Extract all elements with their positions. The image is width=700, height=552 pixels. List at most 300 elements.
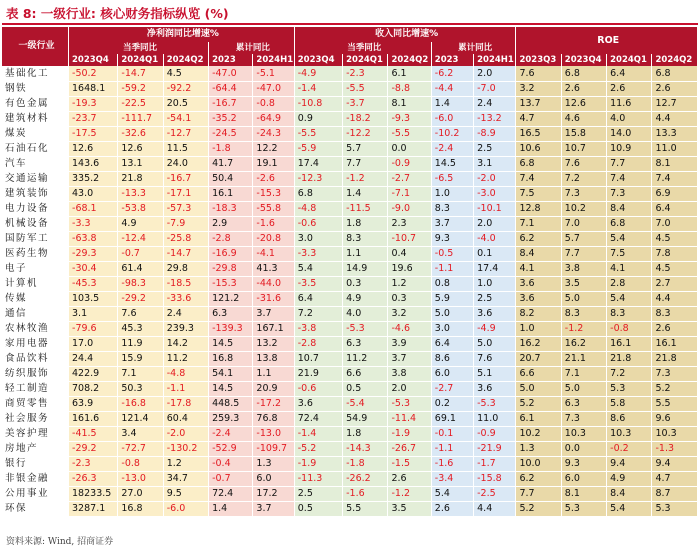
table-cell: -26.3 (69, 471, 118, 486)
table-row (2, 486, 698, 501)
table-cell: 7.6 (474, 351, 516, 366)
table-cell: 7.3 (652, 366, 698, 381)
table-cell: 50.3 (118, 381, 163, 396)
table-cell: -0.6 (294, 381, 342, 396)
table-cell: 708.2 (69, 381, 118, 396)
industry-name: 银行 (2, 456, 69, 471)
table-cell: -2.8 (209, 231, 253, 246)
table-cell: -7.0 (474, 81, 516, 96)
table-cell: -18.2 (343, 111, 388, 126)
table-cell: 2.4 (163, 306, 208, 321)
table-cell: 6.1 (516, 411, 561, 426)
table-cell: 7.1 (118, 366, 163, 381)
period-column-header: 2024Q2 (652, 54, 698, 66)
table-cell: -10.2 (431, 126, 473, 141)
table-cell: 7.0 (652, 216, 698, 231)
table-cell: 5.0 (561, 291, 606, 306)
table-cell: -1.9 (388, 426, 431, 441)
table-cell: 10.6 (516, 141, 561, 156)
table-cell: -54.1 (163, 111, 208, 126)
table-cell: -17.2 (253, 396, 294, 411)
table-cell: -79.6 (69, 321, 118, 336)
industry-name: 机械设备 (2, 216, 69, 231)
table-cell: -11.4 (388, 411, 431, 426)
table-cell: 9.5 (163, 486, 208, 501)
period-column-header: 2023Q4 (294, 54, 342, 66)
table-cell: 7.5 (607, 246, 652, 261)
table-cell: -30.4 (69, 261, 118, 276)
period-column-header: 2023 (209, 54, 253, 66)
period-column-header: 2024Q1 (607, 54, 652, 66)
table-cell: 6.6 (516, 366, 561, 381)
table-cell: -15.8 (474, 471, 516, 486)
table-cell: -15.3 (253, 186, 294, 201)
table-cell: 8.3 (561, 306, 606, 321)
table-cell: 4.0 (607, 111, 652, 126)
table-cell: -3.3 (69, 216, 118, 231)
table-cell: 5.7 (343, 141, 388, 156)
table-cell: 20.7 (516, 351, 561, 366)
table-row (2, 261, 698, 276)
table-cell: 167.1 (253, 321, 294, 336)
table-cell: 1.4 (343, 186, 388, 201)
table-cell: -9.3 (388, 111, 431, 126)
table-cell: 6.3 (209, 306, 253, 321)
table-cell: 7.4 (607, 171, 652, 186)
table-row (2, 126, 698, 141)
table-cell: -0.6 (294, 216, 342, 231)
table-cell: 5.5 (652, 396, 698, 411)
table-cell: 13.3 (652, 126, 698, 141)
table-cell: 17.4 (294, 156, 342, 171)
table-cell: -63.8 (69, 231, 118, 246)
table-cell: -16.7 (209, 96, 253, 111)
roe-group-header: ROE (516, 27, 698, 54)
table-row (2, 456, 698, 471)
table-cell: -31.6 (253, 291, 294, 306)
table-cell: -1.8 (343, 456, 388, 471)
table-cell: 19.6 (388, 261, 431, 276)
table-cell: -1.6 (431, 456, 473, 471)
table-cell: -24.3 (253, 126, 294, 141)
financial-indicators-table (2, 27, 698, 517)
table-cell: 2.7 (652, 276, 698, 291)
table-cell: 5.0 (561, 381, 606, 396)
table-cell: 5.2 (516, 396, 561, 411)
table-cell: -4.9 (474, 321, 516, 336)
table-cell: 4.1 (516, 261, 561, 276)
industry-name: 商贸零售 (2, 396, 69, 411)
table-cell: 335.2 (69, 171, 118, 186)
table-cell: -33.6 (163, 291, 208, 306)
source-note: 资料来源: Wind, 招商证券 (6, 537, 114, 547)
table-row (2, 111, 698, 126)
table-cell: -13.0 (253, 426, 294, 441)
table-cell: 0.0 (561, 441, 606, 456)
table-cell: -47.0 (253, 81, 294, 96)
table-cell: -5.2 (294, 441, 342, 456)
table-cell: 16.8 (209, 351, 253, 366)
table-cell: 12.8 (516, 201, 561, 216)
table-cell: -10.1 (474, 201, 516, 216)
table-cell: -1.3 (652, 441, 698, 456)
table-cell: 8.4 (516, 246, 561, 261)
table-cell: 3.5 (388, 501, 431, 516)
table-cell: 0.5 (343, 381, 388, 396)
table-cell: 239.3 (163, 321, 208, 336)
table-cell: 10.0 (516, 456, 561, 471)
table-cell: 1.0 (516, 321, 561, 336)
table-cell: 43.0 (69, 186, 118, 201)
table-cell: 8.3 (652, 306, 698, 321)
table-cell: -0.8 (253, 96, 294, 111)
table-cell: 3.6 (294, 396, 342, 411)
table-cell: 2.5 (474, 291, 516, 306)
table-cell: -2.3 (69, 456, 118, 471)
table-cell: -109.7 (253, 441, 294, 456)
table-cell: 6.1 (388, 66, 431, 81)
table-cell: 5.3 (652, 501, 698, 516)
table-cell: -52.9 (209, 441, 253, 456)
table-cell: -5.5 (294, 126, 342, 141)
table-cell: 7.2 (294, 306, 342, 321)
table-row (2, 441, 698, 456)
rev-quarterly-header: 当季同比 (294, 42, 431, 54)
table-cell: 2.6 (431, 501, 473, 516)
table-cell: 9.3 (431, 231, 473, 246)
table-cell: 27.0 (118, 486, 163, 501)
table-cell: -130.2 (163, 441, 208, 456)
table-cell: 1.3 (253, 456, 294, 471)
table-cell: 3.1 (474, 156, 516, 171)
table-cell: 6.8 (294, 186, 342, 201)
table-cell: -21.9 (474, 441, 516, 456)
table-row (2, 336, 698, 351)
table-cell: 6.8 (561, 66, 606, 81)
table-cell: 3.7 (388, 351, 431, 366)
industry-name: 建筑材料 (2, 111, 69, 126)
table-cell: 3.6 (516, 291, 561, 306)
table-cell: 7.4 (516, 171, 561, 186)
table-cell: 0.2 (431, 396, 473, 411)
table-cell: 2.6 (652, 81, 698, 96)
industry-name: 房地产 (2, 441, 69, 456)
table-cell: 72.4 (209, 486, 253, 501)
table-cell: 13.1 (118, 156, 163, 171)
table-cell: 0.4 (388, 246, 431, 261)
table-cell: 16.1 (607, 336, 652, 351)
table-cell: -29.8 (209, 261, 253, 276)
table-cell: 6.2 (516, 231, 561, 246)
table-cell: 11.0 (474, 411, 516, 426)
table-cell: 6.0 (253, 471, 294, 486)
table-cell: 3.6 (516, 276, 561, 291)
table-cell: 3.7 (253, 501, 294, 516)
industry-name: 交通运输 (2, 171, 69, 186)
table-cell: -0.5 (431, 246, 473, 261)
table-row (2, 471, 698, 486)
table-cell: 1.8 (343, 426, 388, 441)
table-cell: -23.7 (69, 111, 118, 126)
table-cell: -5.9 (294, 141, 342, 156)
table-cell: 5.0 (474, 336, 516, 351)
table-cell: -14.3 (343, 441, 388, 456)
industry-name: 社会服务 (2, 411, 69, 426)
table-cell: -13.2 (474, 111, 516, 126)
table-cell: 1648.1 (69, 81, 118, 96)
table-cell: -59.2 (118, 81, 163, 96)
table-cell: 7.7 (561, 246, 606, 261)
table-cell: -64.9 (253, 111, 294, 126)
table-cell: -8.9 (474, 126, 516, 141)
table-cell: -6.5 (431, 171, 473, 186)
table-cell: -12.3 (294, 171, 342, 186)
table-cell: -7.9 (163, 216, 208, 231)
industry-name: 环保 (2, 501, 69, 516)
table-cell: 7.1 (561, 366, 606, 381)
table-cell: 4.4 (652, 111, 698, 126)
period-column-header: 2023Q4 (69, 54, 118, 66)
table-cell: -1.9 (294, 456, 342, 471)
table-cell: 1.0 (431, 186, 473, 201)
industry-name: 美容护理 (2, 426, 69, 441)
table-cell: -0.8 (118, 456, 163, 471)
industry-name: 煤炭 (2, 126, 69, 141)
table-cell: -0.9 (474, 426, 516, 441)
table-cell: 5.9 (431, 291, 473, 306)
table-cell: -17.8 (163, 396, 208, 411)
table-cell: 7.4 (652, 171, 698, 186)
table-cell: -3.3 (294, 246, 342, 261)
table-cell: 13.7 (516, 96, 561, 111)
table-cell: 1.2 (388, 276, 431, 291)
table-cell: 1.1 (253, 366, 294, 381)
table-cell: -19.3 (69, 96, 118, 111)
table-cell: 6.6 (343, 366, 388, 381)
table-cell: 0.3 (343, 276, 388, 291)
table-cell: -16.8 (118, 396, 163, 411)
table-cell: -2.5 (474, 486, 516, 501)
table-cell: -5.3 (343, 321, 388, 336)
table-cell: 161.6 (69, 411, 118, 426)
table-row (2, 141, 698, 156)
table-cell: -11.5 (343, 201, 388, 216)
table-cell: 7.2 (607, 366, 652, 381)
table-cell: 8.3 (607, 306, 652, 321)
table-cell: -1.2 (343, 171, 388, 186)
industry-name: 食品饮料 (2, 351, 69, 366)
table-cell: 10.3 (607, 426, 652, 441)
industry-name: 家用电器 (2, 336, 69, 351)
table-cell: 5.3 (607, 381, 652, 396)
table-cell: 14.5 (431, 156, 473, 171)
table-cell: -68.1 (69, 201, 118, 216)
table-cell: -2.8 (294, 336, 342, 351)
table-cell: -72.7 (118, 441, 163, 456)
table-row (2, 291, 698, 306)
table-row (2, 66, 698, 81)
table-cell: -14.7 (118, 66, 163, 81)
table-cell: 3.4 (118, 426, 163, 441)
table-cell: 4.9 (343, 291, 388, 306)
table-cell: 121.4 (118, 411, 163, 426)
table-cell: 11.0 (652, 141, 698, 156)
table-cell: -47.0 (209, 66, 253, 81)
table-cell: -1.7 (474, 456, 516, 471)
table-cell: 2.0 (474, 216, 516, 231)
table-cell: 11.9 (118, 336, 163, 351)
table-cell: -2.3 (343, 66, 388, 81)
table-cell: -1.8 (209, 141, 253, 156)
table-cell: 11.5 (163, 141, 208, 156)
table-cell: 29.8 (163, 261, 208, 276)
table-cell: 16.2 (561, 336, 606, 351)
revenue-group-header: 收入同比增速% (294, 27, 516, 42)
table-cell: 3.2 (516, 81, 561, 96)
table-cell: 4.4 (474, 501, 516, 516)
table-cell: 8.1 (561, 486, 606, 501)
table-cell: 6.4 (294, 291, 342, 306)
table-cell: -3.8 (294, 321, 342, 336)
table-cell: 3.1 (69, 306, 118, 321)
period-column-header: 2024Q2 (163, 54, 208, 66)
industry-name: 建筑装饰 (2, 186, 69, 201)
table-cell: -2.4 (431, 141, 473, 156)
table-cell: 5.5 (343, 501, 388, 516)
table-cell: 6.4 (607, 66, 652, 81)
industry-name: 医药生物 (2, 246, 69, 261)
table-cell: 24.0 (163, 156, 208, 171)
industry-name: 公用事业 (2, 486, 69, 501)
table-cell: -57.3 (163, 201, 208, 216)
table-cell: -7.1 (388, 186, 431, 201)
table-cell: -50.2 (69, 66, 118, 81)
table-row (2, 171, 698, 186)
table-cell: -4.4 (431, 81, 473, 96)
industry-name: 电子 (2, 261, 69, 276)
table-cell: 21.1 (561, 351, 606, 366)
table-cell: 5.8 (607, 396, 652, 411)
table-cell: -5.1 (253, 66, 294, 81)
table-cell: -53.8 (118, 201, 163, 216)
table-cell: 16.2 (516, 336, 561, 351)
table-cell: 16.5 (516, 126, 561, 141)
table-cell: -26.7 (388, 441, 431, 456)
table-cell: -1.1 (431, 261, 473, 276)
table-cell: 5.4 (431, 486, 473, 501)
table-cell: 10.9 (607, 141, 652, 156)
period-column-header: 2024Q2 (388, 54, 431, 66)
table-cell: 6.4 (652, 201, 698, 216)
table-cell: 5.2 (516, 501, 561, 516)
table-cell: 2.0 (474, 66, 516, 81)
table-cell: 7.7 (607, 156, 652, 171)
table-cell: 8.4 (607, 486, 652, 501)
table-cell: 17.2 (253, 486, 294, 501)
table-cell: -5.5 (388, 126, 431, 141)
table-cell: 11.2 (163, 351, 208, 366)
table-cell: -2.4 (209, 426, 253, 441)
table-cell: -1.2 (388, 486, 431, 501)
table-cell: -29.2 (118, 291, 163, 306)
table-cell: 3.0 (431, 321, 473, 336)
table-cell: -0.7 (209, 471, 253, 486)
table-cell: 9.3 (561, 456, 606, 471)
table-cell: 34.7 (163, 471, 208, 486)
table-cell: 10.2 (561, 201, 606, 216)
table-cell: 63.9 (69, 396, 118, 411)
table-cell: 7.3 (607, 186, 652, 201)
table-cell: 7.8 (652, 246, 698, 261)
table-cell: -98.3 (118, 276, 163, 291)
title-rule (2, 23, 698, 25)
table-cell: 103.5 (69, 291, 118, 306)
table-cell: 8.2 (516, 306, 561, 321)
table-cell: 6.3 (343, 336, 388, 351)
table-cell: 10.7 (294, 351, 342, 366)
table-cell: 6.3 (561, 396, 606, 411)
period-column-header: 2023Q3 (516, 54, 561, 66)
table-cell: 0.9 (294, 111, 342, 126)
table-cell: 6.9 (652, 186, 698, 201)
table-cell: 1.4 (209, 501, 253, 516)
table-row (2, 351, 698, 366)
np-quarterly-header: 当季同比 (69, 42, 209, 54)
table-cell: 14.5 (209, 336, 253, 351)
table-cell: 19.1 (253, 156, 294, 171)
industry-name: 轻工制造 (2, 381, 69, 396)
industry-name: 汽车 (2, 156, 69, 171)
table-cell: -29.3 (69, 246, 118, 261)
table-cell: 5.0 (431, 306, 473, 321)
table-cell: 7.1 (516, 216, 561, 231)
table-cell: -4.0 (474, 231, 516, 246)
table-cell: -111.7 (118, 111, 163, 126)
table-row (2, 186, 698, 201)
table-cell: -18.3 (209, 201, 253, 216)
table-cell: -12.7 (163, 126, 208, 141)
table-cell: 0.1 (474, 246, 516, 261)
table-cell: 45.3 (118, 321, 163, 336)
table-row (2, 276, 698, 291)
table-cell: -64.4 (209, 81, 253, 96)
table-cell: 8.6 (431, 351, 473, 366)
table-cell: -2.6 (253, 171, 294, 186)
table-cell: 4.7 (652, 471, 698, 486)
table-cell: -5.5 (343, 81, 388, 96)
table-cell: 4.6 (561, 111, 606, 126)
table-cell: 8.1 (388, 96, 431, 111)
table-cell: 448.5 (209, 396, 253, 411)
table-cell: -12.2 (343, 126, 388, 141)
table-cell: -3.7 (343, 96, 388, 111)
industry-name: 通信 (2, 306, 69, 321)
table-row (2, 426, 698, 441)
table-cell: 72.4 (294, 411, 342, 426)
table-cell: 14.0 (607, 126, 652, 141)
table-cell: -13.3 (118, 186, 163, 201)
table-row (2, 411, 698, 426)
table-cell: 1.3 (516, 441, 561, 456)
table-cell: -1.5 (388, 456, 431, 471)
table-cell: 5.0 (516, 381, 561, 396)
table-cell: 3.8 (561, 261, 606, 276)
table-row (2, 381, 698, 396)
table-cell: -10.8 (294, 96, 342, 111)
table-cell: 5.4 (607, 291, 652, 306)
table-cell: -14.7 (163, 246, 208, 261)
table-cell: 4.9 (118, 216, 163, 231)
